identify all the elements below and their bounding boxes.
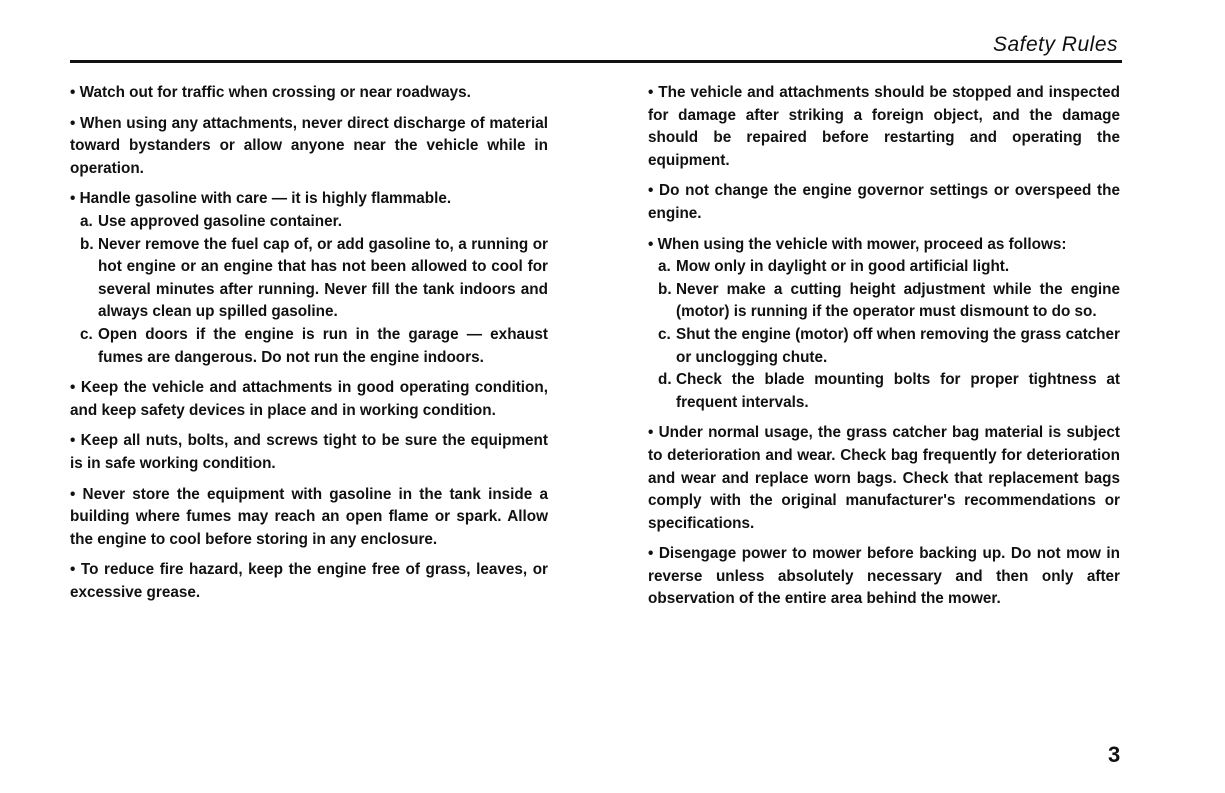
mower-list — [648, 256, 1120, 414]
rule-grass-catcher: • Under normal usage, the grass catcher bag material is subject to deterioration and wear. Check bag frequently for deterioration and wear and replace worn bags. Check that replacement bags comply with the original manufacturer's recommendations or specifications. — [648, 424, 1120, 532]
rule-fire-hazard: • To reduce fire hazard, keep the engine free of grass, leaves, or excessive grease. — [70, 561, 548, 601]
item-text: Use approved gasoline container. — [98, 212, 342, 230]
rule-nuts-bolts: • Keep all nuts, bolts, and screws tight to be sure the equipment is in safe working condition. — [70, 432, 548, 472]
item-label: b. — [80, 235, 94, 253]
list-item — [70, 324, 548, 369]
left-column — [70, 82, 548, 612]
item-label: a. — [80, 212, 93, 230]
item-text: Check the blade mounting bolts for proper tightness at frequent intervals. — [676, 371, 1120, 411]
rule-governor: • Do not change the engine governor settings or overspeed the engine. — [648, 182, 1120, 222]
item-label: c. — [658, 325, 671, 343]
rule-gasoline: • Handle gasoline with care — it is highly flammable. — [70, 190, 452, 208]
item-label: b. — [658, 280, 672, 298]
list-item — [70, 211, 548, 234]
list-item — [648, 279, 1120, 324]
item-text: Shut the engine (motor) off when removing the grass catcher or unclogging chute. — [676, 325, 1120, 366]
list-item — [648, 369, 1120, 414]
item-text: Mow only in daylight or in good artificial light. — [676, 258, 1010, 276]
section-title: Safety Rules — [992, 33, 1118, 56]
rule-storage: • Never store the equipment with gasoline in the tank inside a building where fumes may reach an open flame or spark. Allow the engine to cool before storing in any enclosure. — [70, 485, 548, 548]
header-rule — [70, 60, 1122, 63]
right-column — [648, 82, 1120, 619]
item-label: c. — [80, 325, 93, 343]
gasoline-list — [70, 211, 548, 369]
rule-inspect: • The vehicle and attachments should be stopped and inspected for damage after striking a foreign object, and the damage should be repaired before restarting and operating the equipment. — [648, 84, 1120, 169]
rule-mower: • When using the vehicle with mower, proceed as follows: — [648, 235, 1067, 253]
item-label: a. — [658, 258, 671, 276]
item-text: Never remove the fuel cap of, or add gasoline to, a running or hot engine or an engine that has not been allowed to cool for several minutes after running. Never fill the tank indoors and always clean up spilled gasoline. — [98, 235, 548, 321]
rule-condition: • Keep the vehicle and attachments in good operating condition, and keep safety devices in place and in working condition. — [70, 379, 548, 419]
list-item — [70, 234, 548, 324]
rule-discharge: • When using any attachments, never direct discharge of material toward bystanders or allow anyone near the vehicle while in operation. — [70, 114, 548, 177]
item-label: d. — [658, 371, 672, 389]
rule-traffic: • Watch out for traffic when crossing or near roadways. — [70, 84, 471, 101]
item-text: Open doors if the engine is run in the garage — exhaust fumes are dangerous. Do not run the engine indoors. — [98, 325, 548, 366]
rule-reverse: • Disengage power to mower before backing up. Do not mow in reverse unless absolutely necessary and then only after observation of the entire area behind the mower. — [648, 545, 1120, 608]
item-text: Never make a cutting height adjustment while the engine (motor) is running if the operator must dismount to do so. — [676, 280, 1120, 321]
list-item — [648, 324, 1120, 369]
page-number: 3 — [1108, 742, 1121, 767]
list-item — [648, 256, 1120, 279]
